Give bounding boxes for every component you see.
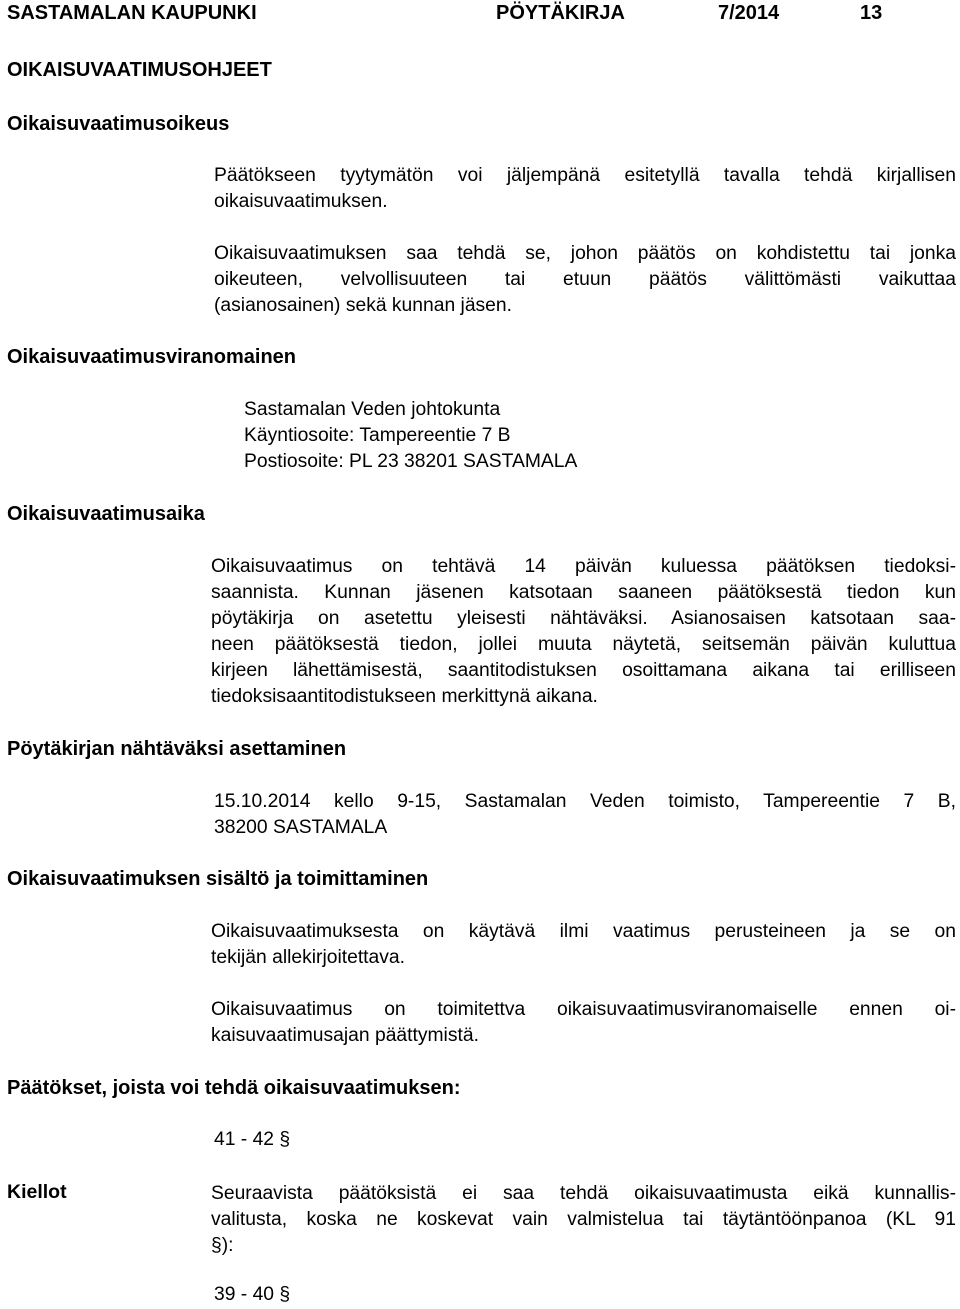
oikeus-p1-line-2: oikaisuvaatimuksen. — [214, 191, 388, 212]
nahtavaksi-paragraph — [214, 789, 956, 841]
kiellot-heading: Kiellot — [7, 1181, 67, 1203]
kiellot-paragraph — [211, 1181, 956, 1259]
paatokset-heading: Päätökset, joista voi tehdä oikaisuvaatimuksen: — [7, 1077, 461, 1099]
viranomainen-heading: Oikaisuvaatimusviranomainen — [7, 346, 297, 368]
kiellot-line-2: valitusta, koska ne koskevat vain valmistelua tai täytäntöönpanoa (KL 91 — [211, 1209, 956, 1230]
aika-heading: Oikaisuvaatimusaika — [7, 503, 205, 525]
aika-line-6: tiedoksisaantitodistukseen merkittynä aikana. — [211, 686, 598, 707]
sisalto-paragraph-2 — [211, 997, 956, 1049]
header-document-type: PÖYTÄKIRJA — [496, 2, 625, 24]
kiellot-line-3: §): — [211, 1235, 234, 1256]
sisalto-p2-line-2: kaisuvaatimusajan päättymistä. — [211, 1025, 479, 1046]
aika-line-5: kirjeen lähettämisestä, saantitodistuksen osoittamana aikana tai erilliseen — [211, 660, 956, 681]
page-title: OIKAISUVAATIMUSOHJEET — [7, 59, 272, 81]
oikeus-p2-line-1: Oikaisuvaatimuksen saa tehdä se, johon päätös on kohdistettu tai jonka — [214, 243, 956, 264]
sisalto-p1-line-1: Oikaisuvaatimuksesta on käytävä ilmi vaatimus perusteineen ja se on — [211, 921, 956, 942]
nahtavaksi-line-1: 15.10.2014 kello 9-15, Sastamalan Veden toimisto, Tampereentie 7 B, — [214, 791, 956, 812]
aika-paragraph — [211, 554, 956, 710]
sisalto-heading: Oikaisuvaatimuksen sisältö ja toimittaminen — [7, 868, 429, 890]
sisalto-p2-line-1: Oikaisuvaatimus on toimitettva oikaisuvaatimusviranomaiselle ennen oi- — [211, 999, 956, 1020]
aika-line-4: neen päätöksestä tiedon, jollei muuta näytetä, seitsemän päivän kuluttua — [211, 634, 956, 655]
oikeus-paragraph-2 — [214, 241, 956, 319]
kiellot-sections: 39 - 40 § — [214, 1284, 291, 1305]
paatokset-sections: 41 - 42 § — [214, 1129, 291, 1150]
oikeus-heading: Oikaisuvaatimusoikeus — [7, 113, 230, 135]
sisalto-p1-line-2: tekijän allekirjoitettava. — [211, 947, 405, 968]
viranomainen-visiting-address: Käyntiosoite: Tampereentie 7 B — [244, 425, 511, 446]
oikeus-p2-line-2: oikeuteen, velvollisuuteen tai etuun päätös välittömästi vaikuttaa — [214, 269, 956, 290]
viranomainen-address — [244, 397, 577, 475]
oikeus-p2-line-3: (asianosainen) sekä kunnan jäsen. — [214, 295, 512, 316]
viranomainen-postal-address: Postiosoite: PL 23 38201 SASTAMALA — [244, 451, 578, 472]
viranomainen-name: Sastamalan Veden johtokunta — [244, 399, 501, 420]
nahtavaksi-heading: Pöytäkirjan nähtäväksi asettaminen — [7, 738, 347, 760]
aika-line-1: Oikaisuvaatimus on tehtävä 14 päivän kuluessa päätöksen tiedoksi- — [211, 556, 956, 577]
aika-line-3: pöytäkirja on asetettu yleisesti nähtäväksi. Asianosaisen katsotaan saa- — [211, 608, 956, 629]
header-page-number: 13 — [860, 2, 883, 24]
header-document-number: 7/2014 — [718, 2, 780, 24]
oikeus-p1-line-1: Päätökseen tyytymätön voi jäljempänä esitetyllä tavalla tehdä kirjallisen — [214, 165, 956, 186]
aika-line-2: saannista. Kunnan jäsenen katsotaan saaneen päätöksestä tiedon kun — [211, 582, 956, 603]
header-organization: SASTAMALAN KAUPUNKI — [7, 2, 257, 24]
nahtavaksi-line-2: 38200 SASTAMALA — [214, 817, 388, 838]
kiellot-line-1: Seuraavista päätöksistä ei saa tehdä oikaisuvaatimusta eikä kunnallis- — [211, 1183, 956, 1204]
oikeus-paragraph-1 — [214, 163, 956, 215]
sisalto-paragraph-1 — [211, 919, 956, 971]
